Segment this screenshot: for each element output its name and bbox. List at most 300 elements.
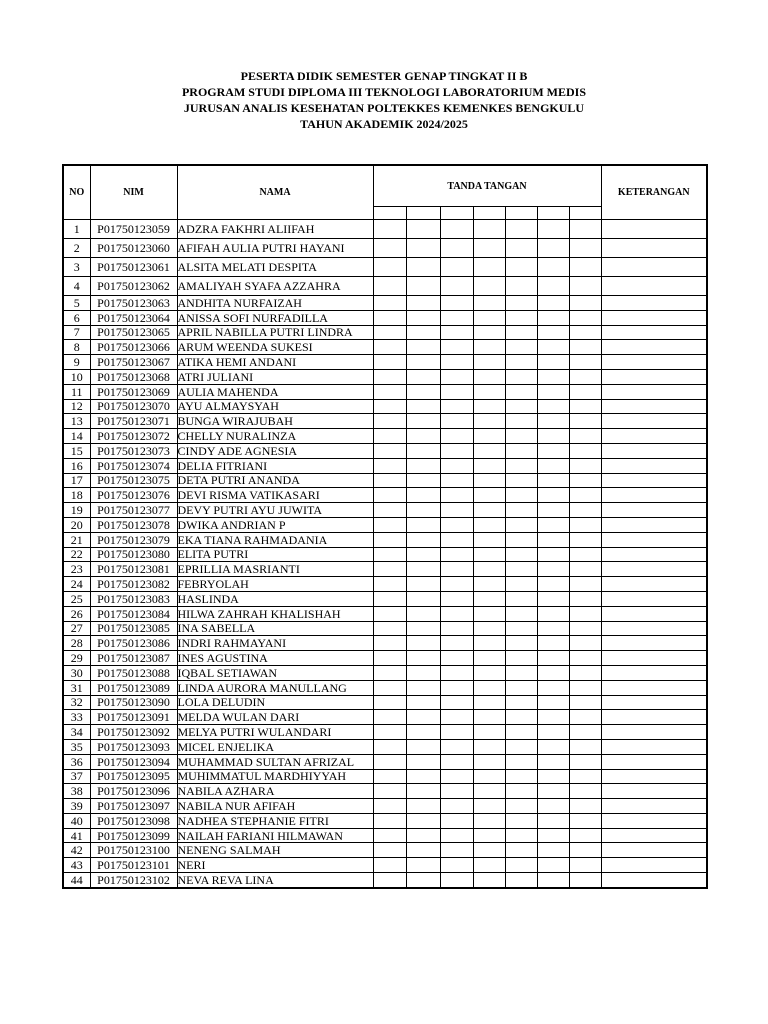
- signature-cell: [440, 325, 473, 340]
- signature-cell: [569, 858, 601, 873]
- signature-cell: [373, 843, 406, 858]
- row-nim: P01750123073: [90, 443, 177, 458]
- header-nim: NIM: [90, 165, 177, 220]
- row-nama: NERI: [177, 858, 373, 873]
- signature-cell: [373, 369, 406, 384]
- signature-cell: [373, 310, 406, 325]
- row-nama: ADZRA FAKHRI ALIIFAH: [177, 220, 373, 239]
- signature-cell: [440, 369, 473, 384]
- signature-subcell: [473, 207, 505, 220]
- row-nim: P01750123091: [90, 710, 177, 725]
- signature-cell: [373, 473, 406, 488]
- signature-cell: [569, 258, 601, 277]
- keterangan-cell: [601, 414, 707, 429]
- row-nama: MELDA WULAN DARI: [177, 710, 373, 725]
- row-nama: HILWA ZAHRAH KHALISHAH: [177, 606, 373, 621]
- signature-cell: [473, 369, 505, 384]
- table-row: [63, 547, 707, 562]
- signature-cell: [373, 725, 406, 740]
- signature-cell: [473, 325, 505, 340]
- signature-cell: [373, 621, 406, 636]
- signature-cell: [440, 310, 473, 325]
- table-row: [63, 532, 707, 547]
- keterangan-cell: [601, 547, 707, 562]
- signature-cell: [406, 813, 440, 828]
- signature-cell: [505, 340, 537, 355]
- signature-cell: [505, 443, 537, 458]
- table-row: [63, 754, 707, 769]
- table-row: [63, 488, 707, 503]
- row-nama: EKA TIANA RAHMADANIA: [177, 532, 373, 547]
- signature-cell: [406, 547, 440, 562]
- signature-cell: [406, 355, 440, 370]
- row-nim: P01750123063: [90, 296, 177, 311]
- signature-cell: [406, 710, 440, 725]
- signature-cell: [537, 443, 569, 458]
- keterangan-cell: [601, 488, 707, 503]
- signature-cell: [440, 606, 473, 621]
- signature-cell: [537, 258, 569, 277]
- row-nama: AULIA MAHENDA: [177, 384, 373, 399]
- keterangan-cell: [601, 784, 707, 799]
- signature-cell: [373, 710, 406, 725]
- signature-cell: [373, 828, 406, 843]
- row-nama: LOLA DELUDIN: [177, 695, 373, 710]
- keterangan-cell: [601, 665, 707, 680]
- signature-cell: [373, 739, 406, 754]
- row-nim: P01750123067: [90, 355, 177, 370]
- keterangan-cell: [601, 503, 707, 518]
- row-number: 24: [63, 577, 90, 592]
- table-row: [63, 784, 707, 799]
- signature-cell: [473, 577, 505, 592]
- table-row: [63, 399, 707, 414]
- keterangan-cell: [601, 473, 707, 488]
- keterangan-cell: [601, 858, 707, 873]
- row-number: 5: [63, 296, 90, 311]
- header-tanda-tangan: TANDA TANGAN: [373, 165, 601, 207]
- signature-cell: [440, 429, 473, 444]
- signature-cell: [569, 651, 601, 666]
- signature-cell: [373, 636, 406, 651]
- row-nim: P01750123101: [90, 858, 177, 873]
- signature-cell: [569, 813, 601, 828]
- signature-cell: [473, 277, 505, 296]
- row-number: 27: [63, 621, 90, 636]
- signature-cell: [440, 562, 473, 577]
- signature-cell: [406, 277, 440, 296]
- signature-cell: [505, 813, 537, 828]
- signature-cell: [406, 562, 440, 577]
- row-number: 23: [63, 562, 90, 577]
- signature-cell: [505, 828, 537, 843]
- signature-cell: [440, 296, 473, 311]
- keterangan-cell: [601, 310, 707, 325]
- signature-cell: [569, 680, 601, 695]
- signature-cell: [537, 754, 569, 769]
- signature-cell: [473, 488, 505, 503]
- signature-cell: [537, 843, 569, 858]
- table-row: [63, 473, 707, 488]
- row-number: 12: [63, 399, 90, 414]
- table-row: [63, 651, 707, 666]
- signature-cell: [569, 769, 601, 784]
- signature-cell: [537, 399, 569, 414]
- row-number: 8: [63, 340, 90, 355]
- signature-cell: [505, 429, 537, 444]
- heading-line-3: JURUSAN ANALIS KESEHATAN POLTEKKES KEMENKES BENGKULU: [183, 101, 585, 115]
- row-nim: P01750123079: [90, 532, 177, 547]
- signature-cell: [473, 220, 505, 239]
- signature-cell: [406, 591, 440, 606]
- table-row: [63, 680, 707, 695]
- row-nim: P01750123071: [90, 414, 177, 429]
- signature-subcell: [406, 207, 440, 220]
- signature-cell: [440, 399, 473, 414]
- row-number: 16: [63, 458, 90, 473]
- row-nim: P01750123070: [90, 399, 177, 414]
- signature-cell: [440, 488, 473, 503]
- signature-cell: [440, 813, 473, 828]
- signature-cell: [569, 695, 601, 710]
- row-number: 28: [63, 636, 90, 651]
- signature-cell: [505, 799, 537, 814]
- signature-cell: [373, 277, 406, 296]
- row-nim: P01750123061: [90, 258, 177, 277]
- signature-cell: [373, 680, 406, 695]
- row-nama: NABILA NUR AFIFAH: [177, 799, 373, 814]
- keterangan-cell: [601, 873, 707, 888]
- signature-cell: [473, 429, 505, 444]
- signature-cell: [569, 399, 601, 414]
- signature-cell: [569, 843, 601, 858]
- signature-cell: [406, 769, 440, 784]
- table-row: [63, 220, 707, 239]
- signature-cell: [537, 488, 569, 503]
- signature-cell: [537, 277, 569, 296]
- signature-cell: [569, 532, 601, 547]
- signature-cell: [440, 739, 473, 754]
- row-number: 32: [63, 695, 90, 710]
- signature-cell: [569, 277, 601, 296]
- row-nim: P01750123098: [90, 813, 177, 828]
- row-number: 35: [63, 739, 90, 754]
- table-row: [63, 591, 707, 606]
- signature-cell: [569, 547, 601, 562]
- keterangan-cell: [601, 340, 707, 355]
- signature-cell: [373, 606, 406, 621]
- signature-cell: [406, 843, 440, 858]
- signature-cell: [406, 784, 440, 799]
- signature-cell: [505, 843, 537, 858]
- table-row: [63, 443, 707, 458]
- signature-cell: [473, 310, 505, 325]
- signature-cell: [406, 384, 440, 399]
- signature-cell: [406, 325, 440, 340]
- signature-cell: [406, 473, 440, 488]
- signature-cell: [569, 239, 601, 258]
- signature-cell: [569, 517, 601, 532]
- row-nama: FEBRYOLAH: [177, 577, 373, 592]
- signature-cell: [505, 277, 537, 296]
- keterangan-cell: [601, 325, 707, 340]
- signature-cell: [505, 532, 537, 547]
- row-nim: P01750123090: [90, 695, 177, 710]
- keterangan-cell: [601, 621, 707, 636]
- row-nama: DETA PUTRI ANANDA: [177, 473, 373, 488]
- row-number: 36: [63, 754, 90, 769]
- signature-cell: [440, 577, 473, 592]
- row-nama: ANISSA SOFI NURFADILLA: [177, 310, 373, 325]
- signature-cell: [440, 799, 473, 814]
- row-number: 25: [63, 591, 90, 606]
- signature-cell: [406, 577, 440, 592]
- keterangan-cell: [601, 843, 707, 858]
- keterangan-cell: [601, 220, 707, 239]
- signature-cell: [473, 784, 505, 799]
- signature-cell: [537, 680, 569, 695]
- signature-cell: [569, 414, 601, 429]
- keterangan-cell: [601, 562, 707, 577]
- signature-cell: [537, 384, 569, 399]
- signature-cell: [537, 239, 569, 258]
- table-row: [63, 858, 707, 873]
- row-nim: P01750123083: [90, 591, 177, 606]
- signature-cell: [406, 754, 440, 769]
- row-number: 41: [63, 828, 90, 843]
- row-nama: ARUM WEENDA SUKESI: [177, 340, 373, 355]
- signature-cell: [373, 562, 406, 577]
- table-row: [63, 813, 707, 828]
- signature-cell: [569, 369, 601, 384]
- row-nim: P01750123075: [90, 473, 177, 488]
- row-number: 14: [63, 429, 90, 444]
- signature-cell: [473, 591, 505, 606]
- signature-cell: [505, 384, 537, 399]
- row-nama: MELYA PUTRI WULANDARI: [177, 725, 373, 740]
- signature-cell: [406, 310, 440, 325]
- signature-cell: [569, 355, 601, 370]
- signature-cell: [505, 725, 537, 740]
- signature-cell: [373, 355, 406, 370]
- row-nim: P01750123068: [90, 369, 177, 384]
- signature-cell: [373, 858, 406, 873]
- signature-cell: [569, 488, 601, 503]
- signature-cell: [373, 220, 406, 239]
- signature-cell: [473, 769, 505, 784]
- signature-cell: [473, 636, 505, 651]
- table-row: [63, 710, 707, 725]
- signature-cell: [473, 532, 505, 547]
- signature-cell: [505, 258, 537, 277]
- row-number: 22: [63, 547, 90, 562]
- heading-line-2: PROGRAM STUDI DIPLOMA III TEKNOLOGI LABORATORIUM MEDIS: [181, 85, 587, 99]
- signature-cell: [505, 695, 537, 710]
- signature-cell: [406, 621, 440, 636]
- signature-cell: [537, 591, 569, 606]
- row-nim: P01750123064: [90, 310, 177, 325]
- signature-cell: [406, 458, 440, 473]
- signature-cell: [473, 517, 505, 532]
- signature-cell: [473, 754, 505, 769]
- row-nim: P01750123099: [90, 828, 177, 843]
- signature-subcell: [505, 207, 537, 220]
- signature-cell: [373, 813, 406, 828]
- row-number: 21: [63, 532, 90, 547]
- signature-cell: [473, 606, 505, 621]
- row-nama: INDRI RAHMAYANI: [177, 636, 373, 651]
- table-row: [63, 799, 707, 814]
- row-nama: MUHIMMATUL MARDHIYYAH: [177, 769, 373, 784]
- signature-cell: [373, 503, 406, 518]
- signature-cell: [406, 340, 440, 355]
- signature-cell: [440, 384, 473, 399]
- signature-cell: [373, 547, 406, 562]
- signature-cell: [569, 873, 601, 888]
- row-number: 44: [63, 873, 90, 888]
- attendance-table: [62, 164, 708, 889]
- row-number: 39: [63, 799, 90, 814]
- signature-cell: [569, 784, 601, 799]
- signature-cell: [373, 532, 406, 547]
- signature-cell: [569, 503, 601, 518]
- table-row: [63, 621, 707, 636]
- keterangan-cell: [601, 739, 707, 754]
- keterangan-cell: [601, 239, 707, 258]
- signature-cell: [440, 843, 473, 858]
- keterangan-cell: [601, 532, 707, 547]
- signature-cell: [440, 277, 473, 296]
- keterangan-cell: [601, 577, 707, 592]
- signature-cell: [473, 873, 505, 888]
- signature-cell: [505, 754, 537, 769]
- signature-cell: [373, 296, 406, 311]
- row-nama: AMALIYAH SYAFA AZZAHRA: [177, 277, 373, 296]
- table-row: [63, 503, 707, 518]
- row-nim: P01750123065: [90, 325, 177, 340]
- row-nim: P01750123078: [90, 517, 177, 532]
- signature-cell: [440, 725, 473, 740]
- signature-cell: [406, 799, 440, 814]
- keterangan-cell: [601, 258, 707, 277]
- signature-cell: [440, 547, 473, 562]
- row-nim: P01750123102: [90, 873, 177, 888]
- row-nama: AFIFAH AULIA PUTRI HAYANI: [177, 239, 373, 258]
- signature-cell: [440, 458, 473, 473]
- signature-cell: [569, 429, 601, 444]
- signature-cell: [373, 577, 406, 592]
- table-row: [63, 414, 707, 429]
- signature-cell: [440, 414, 473, 429]
- signature-cell: [406, 858, 440, 873]
- signature-cell: [537, 503, 569, 518]
- header-no: NO: [63, 165, 90, 220]
- signature-cell: [406, 220, 440, 239]
- keterangan-cell: [601, 296, 707, 311]
- row-nim: P01750123076: [90, 488, 177, 503]
- signature-cell: [373, 873, 406, 888]
- row-number: 4: [63, 277, 90, 296]
- row-nim: P01750123066: [90, 340, 177, 355]
- signature-cell: [569, 606, 601, 621]
- signature-cell: [537, 532, 569, 547]
- signature-cell: [440, 340, 473, 355]
- row-number: 3: [63, 258, 90, 277]
- signature-cell: [537, 325, 569, 340]
- signature-cell: [473, 239, 505, 258]
- keterangan-cell: [601, 754, 707, 769]
- keterangan-cell: [601, 517, 707, 532]
- signature-cell: [473, 710, 505, 725]
- keterangan-cell: [601, 277, 707, 296]
- signature-cell: [406, 606, 440, 621]
- row-number: 13: [63, 414, 90, 429]
- signature-cell: [440, 473, 473, 488]
- keterangan-cell: [601, 443, 707, 458]
- row-number: 26: [63, 606, 90, 621]
- signature-cell: [569, 636, 601, 651]
- signature-cell: [440, 784, 473, 799]
- table-row: [63, 739, 707, 754]
- signature-cell: [473, 828, 505, 843]
- row-number: 6: [63, 310, 90, 325]
- row-number: 37: [63, 769, 90, 784]
- keterangan-cell: [601, 828, 707, 843]
- signature-cell: [505, 473, 537, 488]
- signature-cell: [406, 725, 440, 740]
- signature-cell: [537, 340, 569, 355]
- row-number: 19: [63, 503, 90, 518]
- signature-cell: [505, 784, 537, 799]
- row-number: 17: [63, 473, 90, 488]
- signature-cell: [473, 562, 505, 577]
- signature-cell: [473, 665, 505, 680]
- table-row: [63, 517, 707, 532]
- signature-cell: [505, 355, 537, 370]
- signature-cell: [440, 710, 473, 725]
- signature-cell: [505, 310, 537, 325]
- row-nama: MUHAMMAD SULTAN AFRIZAL: [177, 754, 373, 769]
- signature-cell: [440, 517, 473, 532]
- signature-cell: [569, 591, 601, 606]
- row-nim: P01750123088: [90, 665, 177, 680]
- signature-cell: [537, 799, 569, 814]
- row-nama: DWIKA ANDRIAN P: [177, 517, 373, 532]
- table-row: [63, 355, 707, 370]
- row-nama: NADHEA STEPHANIE FITRI: [177, 813, 373, 828]
- row-number: 15: [63, 443, 90, 458]
- row-nama: IQBAL SETIAWAN: [177, 665, 373, 680]
- signature-cell: [373, 384, 406, 399]
- row-nama: HASLINDA: [177, 591, 373, 606]
- table-row: [63, 384, 707, 399]
- signature-cell: [569, 665, 601, 680]
- signature-cell: [537, 873, 569, 888]
- heading-line-4: TAHUN AKADEMIK 2024/2025: [300, 117, 468, 131]
- row-nama: EPRILLIA MASRIANTI: [177, 562, 373, 577]
- signature-cell: [406, 828, 440, 843]
- signature-cell: [569, 325, 601, 340]
- signature-cell: [440, 258, 473, 277]
- row-number: 43: [63, 858, 90, 873]
- table-row: [63, 725, 707, 740]
- signature-cell: [440, 858, 473, 873]
- signature-cell: [505, 458, 537, 473]
- signature-cell: [569, 310, 601, 325]
- row-number: 1: [63, 220, 90, 239]
- signature-cell: [505, 651, 537, 666]
- row-nama: AYU ALMAYSYAH: [177, 399, 373, 414]
